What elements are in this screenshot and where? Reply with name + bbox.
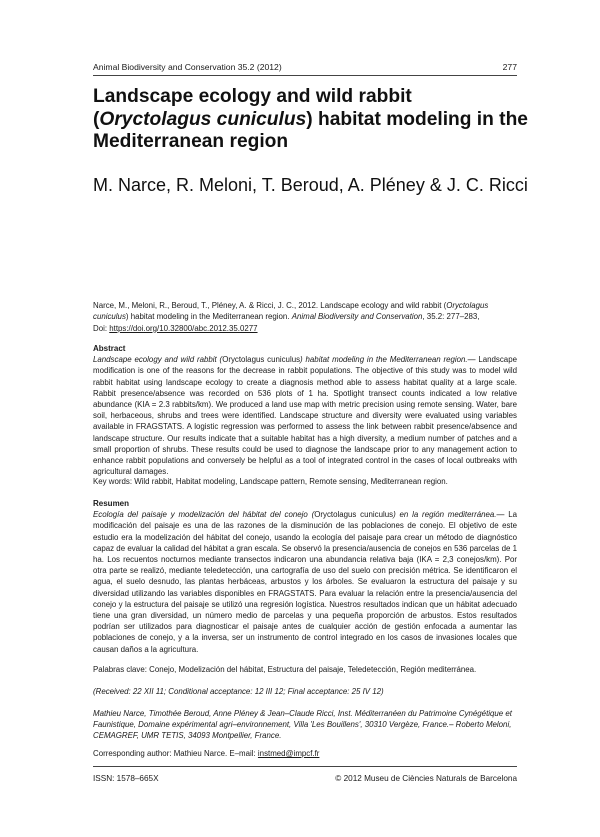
abstract-section <box>93 343 517 477</box>
author-affiliations: Mathieu Narce, Timothée Beroud, Anne Pléney & Jean–Claude Ricci, Inst. Méditerranéen du Patrimoine Cynégétique et Faunistique, Domaine expérimental agri–environnement, Villa 'Les Bouillens', 30310 Vergèze, France.– Roberto Meloni, CEMAGREF, UMR TETIS, 34093 Montpellier, France. <box>93 709 512 741</box>
footer-rule <box>93 766 517 767</box>
citation <box>93 300 517 334</box>
keywords: Key words: Wild rabbit, Habitat modeling, Landscape pattern, Remote sensing, Mediterranean region. <box>93 477 448 486</box>
article-authors: M. Narce, R. Meloni, T. Beroud, A. Pléney & J. C. Ricci <box>93 175 528 195</box>
abstract-text <box>93 354 517 477</box>
article-title <box>93 86 533 154</box>
header-rule <box>93 75 517 76</box>
doi-link[interactable]: https://doi.org/10.32800/abc.2012.35.0277 <box>109 323 258 333</box>
resumen-title-b: ) en la región mediterránea.— <box>393 510 505 520</box>
title-part2: ) habitat modeling in the Mediterranean region <box>93 108 528 152</box>
title-part1: Landscape ecology and wild rabbit ( <box>93 86 412 130</box>
citation-volume: , 35.2: 277–283, <box>422 312 480 322</box>
running-header <box>93 60 517 74</box>
abstract-body: Landscape modification is one of the reasons for the decrease in rabbit populations. The objective of this study was to model wild rabbit habitat using landscape ecology to create a diagnosis method able to assess habitat quality at a large scale. Rabbit presence/absence was recorded on 536 plots of 1 ha. Spotlight transect counts indicated a low relative abundance (KIA = 2.3 rabbits/km). We produced a land use map with metric precision using remote sensing. Water, bare soil, herbaceous, shrubs and trees were identified. Landscape structure and diversity were evaluated using variables available in FRAGSTATS. A logistic regression was performed to assess the link between rabbit presence/absence and landscape structure. Our results indicate that a suitable habitat has a high diversity, a medium number of patches and a small proportion of shrubs. These results could be used to diagnose the landscape prior to any management action to enhance rabbit populations and conversely be helpful as a tool of integrated control in the cases of local outbreaks with agricultural damages. <box>93 355 517 477</box>
issn: ISSN: 1578–665X <box>93 773 159 783</box>
abstract-title-b: ) habitat modeling in the Mediterranean region.— <box>300 355 476 365</box>
citation-journal: Animal Biodiversity and Conservation <box>291 312 423 322</box>
resumen-heading: Resumen <box>93 499 130 508</box>
resumen-text <box>93 509 517 655</box>
abstract-title-a: Landscape ecology and wild rabbit ( <box>93 355 223 365</box>
resumen-title-species: Oryctolagus cuniculus <box>314 510 394 520</box>
doi-label: Doi: <box>93 323 110 333</box>
resumen-section <box>93 498 517 655</box>
page-number: 277 <box>502 62 517 72</box>
resumen-title-a: Ecología del paisaje y modelización del hábitat del conejo ( <box>93 510 315 520</box>
abstract-heading: Abstract <box>93 344 126 353</box>
abstract-title-species: Oryctolagus cuniculus <box>222 355 301 365</box>
title-species: Oryctolagus cuniculus <box>99 108 307 130</box>
page-footer <box>93 771 517 785</box>
corresponding-label: Corresponding author: Mathieu Narce. E–mail: <box>93 749 258 758</box>
palabras-clave: Palabras clave: Conejo, Modelización del hábitat, Estructura del paisaje, Teledetección, Región mediterránea. <box>93 665 477 674</box>
received-dates: (Received: 22 XII 11; Conditional acceptance: 12 III 12; Final acceptance: 25 IV 12) <box>93 687 384 696</box>
corresponding-author <box>93 748 517 759</box>
corresponding-email[interactable]: instmed@impcf.fr <box>257 749 320 758</box>
citation-lead: Narce, M., Meloni, R., Beroud, T., Pléney, A. & Ricci, J. C., 2012. Landscape ecology and wild rabbit ( <box>93 301 447 310</box>
copyright: © 2012 Museu de Ciències Naturals de Barcelona <box>335 773 517 783</box>
citation-species: Oryctolagus cuniculus <box>93 301 489 322</box>
citation-mid: ) habitat modeling in the Mediterranean region. <box>125 312 292 322</box>
resumen-body: La modificación del paisaje es una de las razones de la disminución de las poblaciones de conejo. El objetivo de este estudio era la modelización del hábitat del conejo, usando la ecología del paisaje para crear un método de diagnóstico capaz de evaluar la calidad del hábitat a gran escala. Se observó la presencia/ausencia de conejos en 536 parcelas de 1 ha. Los recuentos nocturnos mediante transectos indicaron una abundancia relativa baja (IKA = 2,3 conejos/km). Por otra parte se realizó, mediante teledetección, una cartografía de uso del suelo con precisión métrica. Se identificaron el agua, el suelo desnudo, las plantas herbáceas, arbustos y los árboles. Se evaluaron la estructura del paisaje y su diversidad utilizando las variables disponibles en FRAGSTATS. Para evaluar la relación entre la presencia/ausencia del conejo y la estructura del paisaje se utilizó una regresión logística. Nuestros resultados indican que un hábitat adecuado tiene una gran diversidad, un número medio de parcelas y una pequeña proporción de arbustos. Estos resultados podrían ser utilizados para diagnosticar el paisaje antes de cualquier acción de gestión enfocada a aumentar las poblaciones de conejo, y a la inversa, ser un instrumento de control integrado en los casos de invasiones locales que causan daños a la agricultura. <box>93 510 517 654</box>
journal-name: Animal Biodiversity and Conservation 35.2 (2012) <box>93 62 282 72</box>
